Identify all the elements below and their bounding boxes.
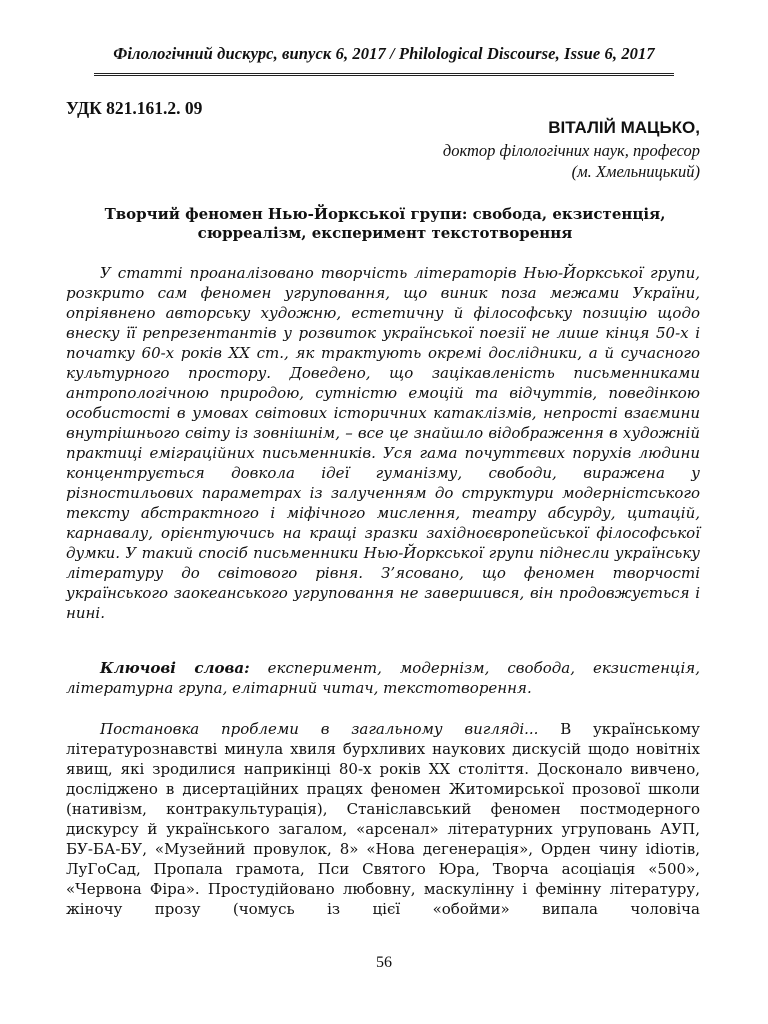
article-title-line2: сюрреалізм, експеримент текстотворення: [197, 224, 573, 242]
author-city: (м. Хмельницький): [571, 162, 700, 181]
page-number: 56: [376, 954, 392, 971]
udk-code: УДК 821.161.2. 09: [66, 98, 203, 118]
body-paragraph: [66, 719, 700, 919]
body-text: В українському літературознавстві минула хвиля бурхливих наукових дискусій щодо новітніх явищ, які зродилися наприкінці 80-х років ХХ століття. Досконало вивчено, досліджено в дисертаційних працях феномен Житомирської прозової школи (нативізм, контракультурація), Станіславський феномен постмодерного дискурсу й українського загалом, «арсенал» літературних угруповань АУП, БУ-БА-БУ, «Музейний провулок, 8» «Нова дегенерація», Орден чину idiотів, ЛуГоСад, Пропала грамота, Пси Святого Юра, Творча асоціація «500», «Червона Фіра». Простудійовано любовну, маскулінну і фемінну літературу, жіночу прозу (чомусь із цієї «обойми» випала чоловіча: [66, 720, 700, 918]
article-title-line1: Творчий феномен Нью-Йоркської групи: свобода, екзистенція,: [104, 205, 666, 223]
author-name: ВІТАЛІЙ МАЦЬКО,: [548, 118, 700, 137]
running-header: Філологічний дискурс, випуск 6, 2017 / Philological Discourse, Issue 6, 2017: [113, 44, 655, 63]
keywords-text: експеримент, модернізм, свобода, екзистенція, літературна група, елітарний читач, текстотворення.: [66, 659, 700, 697]
keywords-label: Ключові слова:: [100, 659, 250, 677]
keywords-paragraph: [66, 658, 700, 698]
abstract-paragraph: У статті проаналізовано творчість літераторів Нью-Йоркської групи, розкрито сам феномен угруповання, що виник поза межами України, опріявнено авторську художню, естетичну й філософську позицію щодо внеску її репрезентантів у розвиток української поезії не лише кінця 50-х і початку 60-х років ХХ ст., як трактують окремі дослідники, а й сучасного культурного простору. Доведено, що зацікавленість письменниками антропологічною природою, сутністю емоцій та відчуттів, поведінкою особистості в умовах світових історичних катаклізмів, непрості взаємини внутрішнього світу із зовнішнім, – все це знайшло відображення в художній практиці еміграційних письменників. Уся гама почуттєвих поруxів людини концентрується довкола ідеї гуманізму, свободи, виражена у різностильових параметрах із залученням до структури модерністського тексту абстрактного і міфічного мислення, театру абсурду, цитацій, карнавалу, орієнтуючись на кращі зразки західноєвропейської філософської думки. У такий спосіб письменники Нью-Йоркської групи піднесли українську літературу до світового рівня. З’ясовано, що феномен творчості українського заокеанського угруповання не завершився, він продовжується і нині.: [66, 264, 700, 622]
header-rule: [94, 73, 674, 76]
author-degree: доктор філологічних наук, професор: [442, 141, 700, 160]
section-lead: Постановка проблеми в загальному вигляді...: [100, 720, 539, 738]
